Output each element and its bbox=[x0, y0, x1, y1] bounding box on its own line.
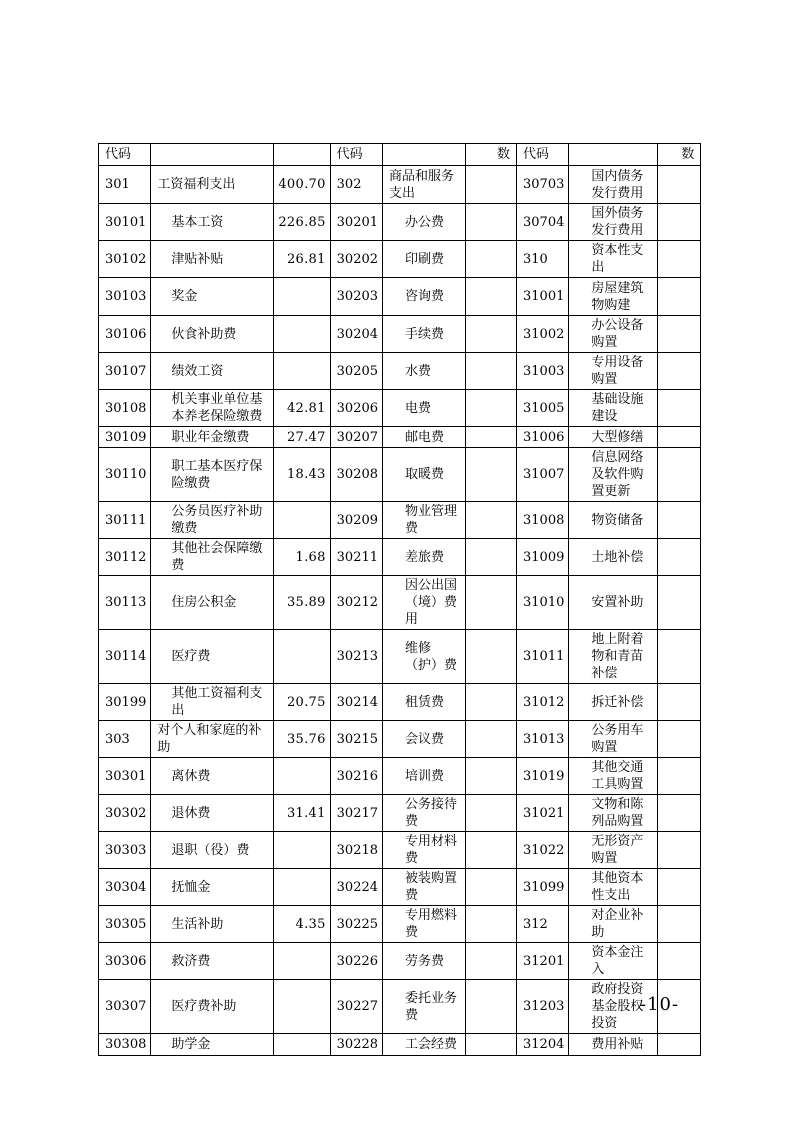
table-row bbox=[99, 758, 701, 795]
cell-name-1: 职工基本医疗保险缴费 bbox=[151, 448, 274, 502]
table-row bbox=[99, 316, 701, 353]
cell-code-3: 310 bbox=[517, 241, 569, 278]
cell-amount-3 bbox=[658, 353, 701, 390]
cell-amount-2 bbox=[466, 943, 517, 980]
cell-amount-3 bbox=[658, 166, 701, 204]
cell-name-2: 劳务费 bbox=[383, 943, 466, 980]
page-number: -10- bbox=[640, 994, 680, 1015]
cell-amount-3 bbox=[658, 390, 701, 427]
table-row bbox=[99, 684, 701, 721]
cell-code-2: 30209 bbox=[330, 502, 382, 539]
cell-name-2: 咨询费 bbox=[383, 278, 466, 316]
table-row bbox=[99, 980, 701, 1034]
cell-amount-1: 26.81 bbox=[274, 241, 330, 278]
cell-amount-1 bbox=[274, 316, 330, 353]
cell-code-1: 30109 bbox=[99, 427, 151, 448]
cell-code-3: 31003 bbox=[517, 353, 569, 390]
cell-name-2: 商品和服务支出 bbox=[383, 166, 466, 204]
cell-name-2: 工会经费 bbox=[383, 1034, 466, 1056]
cell-code-2: 30206 bbox=[330, 390, 382, 427]
cell-name-3: 资本金注入 bbox=[569, 943, 658, 980]
cell-code-2: 30217 bbox=[330, 795, 382, 832]
cell-code-1: 301 bbox=[99, 166, 151, 204]
cell-name-1: 工资福利支出 bbox=[151, 166, 274, 204]
table-row bbox=[99, 943, 701, 980]
cell-name-1: 生活补助 bbox=[151, 906, 274, 943]
cell-name-1: 退休费 bbox=[151, 795, 274, 832]
cell-code-3: 31012 bbox=[517, 684, 569, 721]
cell-name-3: 政府投资基金股权投资 bbox=[569, 980, 658, 1034]
cell-code-3: 30703 bbox=[517, 166, 569, 204]
cell-amount-2 bbox=[466, 427, 517, 448]
cell-amount-2 bbox=[466, 166, 517, 204]
cell-name-1: 医疗费 bbox=[151, 630, 274, 684]
cell-name-2: 委托业务费 bbox=[383, 980, 466, 1034]
cell-amount-1 bbox=[274, 353, 330, 390]
cell-amount-1 bbox=[274, 502, 330, 539]
cell-code-1: 30101 bbox=[99, 204, 151, 241]
cell-code-1: 30112 bbox=[99, 539, 151, 576]
cell-code-2: 30202 bbox=[330, 241, 382, 278]
table-row bbox=[99, 448, 701, 502]
cell-name-3: 基础设施建设 bbox=[569, 390, 658, 427]
cell-name-3: 大型修缮 bbox=[569, 427, 658, 448]
table-row bbox=[99, 832, 701, 869]
cell-name-2: 水费 bbox=[383, 353, 466, 390]
header-name-3 bbox=[569, 144, 658, 166]
cell-amount-2 bbox=[466, 241, 517, 278]
cell-code-2: 30212 bbox=[330, 576, 382, 630]
cell-amount-3 bbox=[658, 795, 701, 832]
cell-name-2: 差旅费 bbox=[383, 539, 466, 576]
cell-amount-2 bbox=[466, 684, 517, 721]
cell-code-1: 30307 bbox=[99, 980, 151, 1034]
cell-amount-3 bbox=[658, 630, 701, 684]
table-row bbox=[99, 539, 701, 576]
cell-amount-2 bbox=[466, 502, 517, 539]
cell-code-3: 30704 bbox=[517, 204, 569, 241]
cell-name-1: 职业年金缴费 bbox=[151, 427, 274, 448]
cell-amount-1: 226.85 bbox=[274, 204, 330, 241]
cell-amount-1: 20.75 bbox=[274, 684, 330, 721]
cell-amount-3 bbox=[658, 943, 701, 980]
cell-name-3: 地上附着物和青苗补偿 bbox=[569, 630, 658, 684]
cell-code-2: 30211 bbox=[330, 539, 382, 576]
cell-amount-2 bbox=[466, 906, 517, 943]
cell-code-3: 312 bbox=[517, 906, 569, 943]
cell-code-3: 31022 bbox=[517, 832, 569, 869]
cell-name-2: 邮电费 bbox=[383, 427, 466, 448]
cell-name-2: 租赁费 bbox=[383, 684, 466, 721]
table-row bbox=[99, 204, 701, 241]
table-row bbox=[99, 390, 701, 427]
cell-code-3: 31011 bbox=[517, 630, 569, 684]
cell-name-3: 无形资产购置 bbox=[569, 832, 658, 869]
cell-amount-1 bbox=[274, 758, 330, 795]
cell-amount-3 bbox=[658, 502, 701, 539]
cell-amount-1 bbox=[274, 1034, 330, 1056]
cell-name-1: 基本工资 bbox=[151, 204, 274, 241]
cell-code-2: 30228 bbox=[330, 1034, 382, 1056]
cell-amount-2 bbox=[466, 980, 517, 1034]
cell-name-1: 绩效工资 bbox=[151, 353, 274, 390]
cell-code-1: 30111 bbox=[99, 502, 151, 539]
cell-code-1: 30302 bbox=[99, 795, 151, 832]
cell-name-3: 对企业补助 bbox=[569, 906, 658, 943]
cell-code-2: 30226 bbox=[330, 943, 382, 980]
cell-name-1: 助学金 bbox=[151, 1034, 274, 1056]
cell-name-1: 救济费 bbox=[151, 943, 274, 980]
cell-name-2: 被装购置费 bbox=[383, 869, 466, 906]
header-amount-3: 数 bbox=[658, 144, 701, 166]
cell-code-2: 30205 bbox=[330, 353, 382, 390]
cell-name-3: 安置补助 bbox=[569, 576, 658, 630]
cell-amount-1 bbox=[274, 869, 330, 906]
cell-name-1: 退职（役）费 bbox=[151, 832, 274, 869]
cell-amount-3 bbox=[658, 539, 701, 576]
cell-code-3: 31009 bbox=[517, 539, 569, 576]
cell-name-2: 因公出国（境）费用 bbox=[383, 576, 466, 630]
cell-amount-3 bbox=[658, 427, 701, 448]
cell-code-1: 30106 bbox=[99, 316, 151, 353]
cell-code-2: 30218 bbox=[330, 832, 382, 869]
cell-amount-2 bbox=[466, 758, 517, 795]
cell-code-3: 31005 bbox=[517, 390, 569, 427]
table-row bbox=[99, 166, 701, 204]
cell-code-1: 30303 bbox=[99, 832, 151, 869]
cell-name-3: 国内债务发行费用 bbox=[569, 166, 658, 204]
cell-amount-2 bbox=[466, 353, 517, 390]
table-row bbox=[99, 630, 701, 684]
cell-code-1: 30107 bbox=[99, 353, 151, 390]
cell-name-3: 其他交通工具购置 bbox=[569, 758, 658, 795]
header-name-2 bbox=[383, 144, 466, 166]
cell-amount-2 bbox=[466, 630, 517, 684]
cell-code-2: 30201 bbox=[330, 204, 382, 241]
cell-amount-2 bbox=[466, 278, 517, 316]
cell-amount-1 bbox=[274, 630, 330, 684]
cell-name-2: 公务接待费 bbox=[383, 795, 466, 832]
cell-amount-1: 35.76 bbox=[274, 721, 330, 758]
cell-code-1: 30305 bbox=[99, 906, 151, 943]
cell-amount-1: 42.81 bbox=[274, 390, 330, 427]
cell-amount-2 bbox=[466, 539, 517, 576]
cell-name-2: 专用材料费 bbox=[383, 832, 466, 869]
cell-code-3: 31002 bbox=[517, 316, 569, 353]
table-row bbox=[99, 241, 701, 278]
cell-amount-1 bbox=[274, 943, 330, 980]
cell-name-2: 会议费 bbox=[383, 721, 466, 758]
header-amount-2: 数 bbox=[466, 144, 517, 166]
cell-code-1: 30301 bbox=[99, 758, 151, 795]
cell-amount-2 bbox=[466, 390, 517, 427]
table-row bbox=[99, 795, 701, 832]
header-code-1: 代码 bbox=[99, 144, 151, 166]
cell-code-2: 30215 bbox=[330, 721, 382, 758]
cell-code-1: 30102 bbox=[99, 241, 151, 278]
cell-amount-3 bbox=[658, 906, 701, 943]
cell-amount-2 bbox=[466, 832, 517, 869]
cell-amount-2 bbox=[466, 869, 517, 906]
cell-name-1: 机关事业单位基本养老保险缴费 bbox=[151, 390, 274, 427]
cell-code-3: 31021 bbox=[517, 795, 569, 832]
cell-amount-1: 18.43 bbox=[274, 448, 330, 502]
cell-name-1: 医疗费补助 bbox=[151, 980, 274, 1034]
cell-amount-2 bbox=[466, 316, 517, 353]
cell-code-2: 30203 bbox=[330, 278, 382, 316]
cell-name-3: 其他资本性支出 bbox=[569, 869, 658, 906]
cell-code-1: 30199 bbox=[99, 684, 151, 721]
cell-code-2: 30225 bbox=[330, 906, 382, 943]
cell-name-3: 国外债务发行费用 bbox=[569, 204, 658, 241]
table-row bbox=[99, 278, 701, 316]
cell-name-1: 对个人和家庭的补助 bbox=[151, 721, 274, 758]
cell-code-1: 303 bbox=[99, 721, 151, 758]
table-row bbox=[99, 502, 701, 539]
cell-name-1: 其他工资福利支出 bbox=[151, 684, 274, 721]
cell-code-3: 31001 bbox=[517, 278, 569, 316]
cell-name-3: 公务用车购置 bbox=[569, 721, 658, 758]
cell-name-1: 住房公积金 bbox=[151, 576, 274, 630]
cell-code-2: 30216 bbox=[330, 758, 382, 795]
cell-amount-1: 1.68 bbox=[274, 539, 330, 576]
header-code-3: 代码 bbox=[517, 144, 569, 166]
cell-amount-2 bbox=[466, 576, 517, 630]
cell-code-3: 31201 bbox=[517, 943, 569, 980]
cell-code-2: 30224 bbox=[330, 869, 382, 906]
cell-amount-2 bbox=[466, 721, 517, 758]
cell-amount-1: 35.89 bbox=[274, 576, 330, 630]
cell-amount-3 bbox=[658, 1034, 701, 1056]
cell-name-3: 费用补贴 bbox=[569, 1034, 658, 1056]
cell-name-2: 专用燃料费 bbox=[383, 906, 466, 943]
cell-code-1: 30304 bbox=[99, 869, 151, 906]
cell-name-2: 培训费 bbox=[383, 758, 466, 795]
cell-amount-3 bbox=[658, 832, 701, 869]
cell-amount-1: 400.70 bbox=[274, 166, 330, 204]
cell-amount-2 bbox=[466, 204, 517, 241]
header-code-2: 代码 bbox=[330, 144, 382, 166]
table-row bbox=[99, 1034, 701, 1056]
cell-name-3: 办公设备购置 bbox=[569, 316, 658, 353]
cell-amount-3 bbox=[658, 278, 701, 316]
header-name-1 bbox=[151, 144, 274, 166]
cell-code-2: 30213 bbox=[330, 630, 382, 684]
cell-code-2: 30227 bbox=[330, 980, 382, 1034]
cell-code-1: 30108 bbox=[99, 390, 151, 427]
cell-name-2: 办公费 bbox=[383, 204, 466, 241]
cell-code-2: 30204 bbox=[330, 316, 382, 353]
cell-amount-2 bbox=[466, 795, 517, 832]
cell-name-3: 房屋建筑物购建 bbox=[569, 278, 658, 316]
cell-code-1: 30308 bbox=[99, 1034, 151, 1056]
cell-name-1: 离休费 bbox=[151, 758, 274, 795]
cell-name-1: 其他社会保障缴费 bbox=[151, 539, 274, 576]
cell-amount-3 bbox=[658, 204, 701, 241]
table-row bbox=[99, 869, 701, 906]
cell-amount-1 bbox=[274, 278, 330, 316]
cell-amount-2 bbox=[466, 1034, 517, 1056]
cell-code-2: 30214 bbox=[330, 684, 382, 721]
cell-amount-3 bbox=[658, 684, 701, 721]
cell-amount-3 bbox=[658, 758, 701, 795]
cell-code-1: 30103 bbox=[99, 278, 151, 316]
cell-amount-1: 31.41 bbox=[274, 795, 330, 832]
table-row bbox=[99, 906, 701, 943]
cell-name-1: 津贴补贴 bbox=[151, 241, 274, 278]
cell-amount-3 bbox=[658, 316, 701, 353]
cell-name-1: 公务员医疗补助缴费 bbox=[151, 502, 274, 539]
table-row bbox=[99, 353, 701, 390]
header-amount-1 bbox=[274, 144, 330, 166]
header-row bbox=[99, 144, 701, 166]
cell-name-1: 抚恤金 bbox=[151, 869, 274, 906]
cell-amount-3 bbox=[658, 576, 701, 630]
cell-code-3: 31008 bbox=[517, 502, 569, 539]
cell-name-3: 土地补偿 bbox=[569, 539, 658, 576]
cell-amount-1: 4.35 bbox=[274, 906, 330, 943]
cell-name-2: 取暖费 bbox=[383, 448, 466, 502]
cell-code-3: 31013 bbox=[517, 721, 569, 758]
cell-code-3: 31010 bbox=[517, 576, 569, 630]
cell-amount-3 bbox=[658, 241, 701, 278]
cell-amount-3 bbox=[658, 869, 701, 906]
cell-name-2: 手续费 bbox=[383, 316, 466, 353]
cell-code-3: 31019 bbox=[517, 758, 569, 795]
cell-code-1: 30110 bbox=[99, 448, 151, 502]
table-row bbox=[99, 427, 701, 448]
cell-name-1: 奖金 bbox=[151, 278, 274, 316]
cell-name-2: 电费 bbox=[383, 390, 466, 427]
cell-name-1: 伙食补助费 bbox=[151, 316, 274, 353]
cell-code-2: 30207 bbox=[330, 427, 382, 448]
cell-code-3: 31007 bbox=[517, 448, 569, 502]
cell-name-3: 专用设备购置 bbox=[569, 353, 658, 390]
cell-code-1: 30113 bbox=[99, 576, 151, 630]
cell-code-1: 30306 bbox=[99, 943, 151, 980]
cell-code-3: 31006 bbox=[517, 427, 569, 448]
cell-amount-1: 27.47 bbox=[274, 427, 330, 448]
cell-name-2: 印刷费 bbox=[383, 241, 466, 278]
cell-amount-1 bbox=[274, 832, 330, 869]
cell-name-3: 拆迁补偿 bbox=[569, 684, 658, 721]
cell-code-3: 31203 bbox=[517, 980, 569, 1034]
table-row bbox=[99, 721, 701, 758]
cell-name-2: 物业管理费 bbox=[383, 502, 466, 539]
cell-amount-2 bbox=[466, 448, 517, 502]
table-row bbox=[99, 576, 701, 630]
cell-amount-3 bbox=[658, 448, 701, 502]
cell-amount-1 bbox=[274, 980, 330, 1034]
cell-name-3: 物资储备 bbox=[569, 502, 658, 539]
expenditure-table bbox=[98, 143, 701, 1056]
cell-name-3: 资本性支出 bbox=[569, 241, 658, 278]
cell-code-3: 31204 bbox=[517, 1034, 569, 1056]
cell-name-3: 文物和陈列品购置 bbox=[569, 795, 658, 832]
cell-code-2: 30208 bbox=[330, 448, 382, 502]
cell-code-2: 302 bbox=[330, 166, 382, 204]
cell-name-2: 维修（护）费 bbox=[383, 630, 466, 684]
cell-name-3: 信息网络及软件购置更新 bbox=[569, 448, 658, 502]
cell-code-1: 30114 bbox=[99, 630, 151, 684]
cell-code-3: 31099 bbox=[517, 869, 569, 906]
cell-amount-3 bbox=[658, 721, 701, 758]
